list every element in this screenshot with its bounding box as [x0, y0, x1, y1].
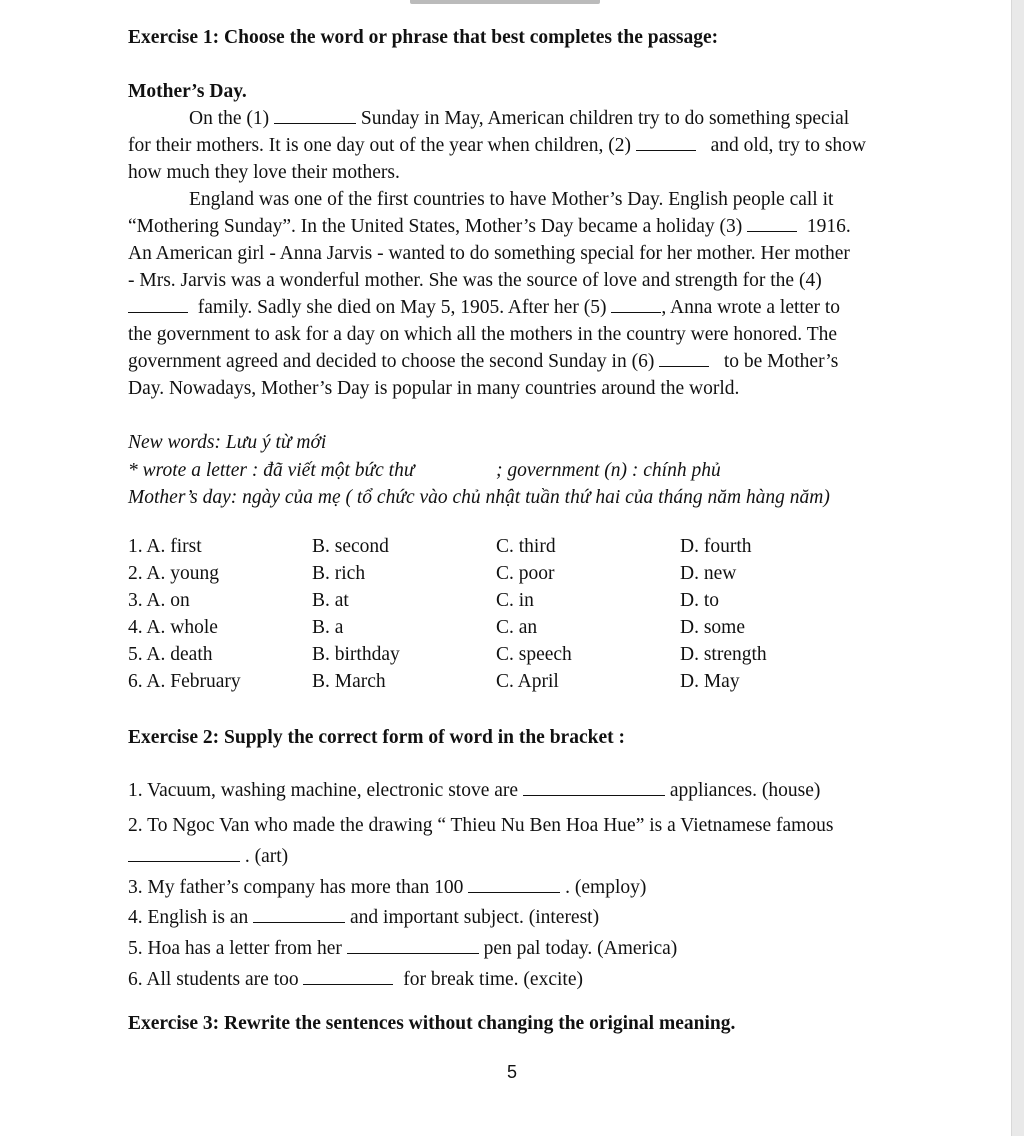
option-b: B. second: [312, 536, 389, 557]
page-number: 5: [507, 1062, 518, 1082]
passage-line: family. Sadly she died on May 5, 1905. After her (5) , Anna wrote a letter to: [128, 296, 840, 320]
exercise-2-item-cont: . (art): [128, 845, 288, 869]
blank-3: [747, 215, 797, 232]
blank-6: [659, 350, 709, 367]
option-c: C. third: [496, 536, 556, 557]
passage-line: On the (1) Sunday in May, American children try to do something special: [189, 108, 850, 129]
option-d: D. new: [680, 563, 737, 584]
new-words-title: New words: Lưu ý từ mới: [128, 432, 327, 453]
option-b: B. rich: [312, 563, 366, 584]
option-d: D. May: [680, 671, 740, 692]
new-words-line: ; government (n) : chính phủ: [496, 460, 721, 481]
new-words-line: Mother’s day: ngày của mẹ ( tổ chức vào chủ nhật tuần thứ hai của tháng năm hàng năm): [128, 487, 830, 508]
blank-2: [636, 134, 696, 151]
answer-blank: [128, 845, 240, 862]
option-a: 5. A. death: [128, 644, 213, 665]
option-a: 4. A. whole: [128, 617, 218, 638]
exercise-3-heading: Exercise 3: Rewrite the sentences without changing the original meaning.: [128, 1013, 736, 1034]
new-words-line: * wrote a letter : đã viết một bức thư: [128, 460, 415, 481]
option-c: C. April: [496, 671, 559, 692]
exercise-2-item: 6. All students are too for break time. (excite): [128, 969, 583, 990]
option-a: 3. A. on: [128, 590, 190, 611]
option-d: D. some: [680, 617, 745, 638]
option-d: D. strength: [680, 644, 767, 665]
passage-line: the government to ask for a day on which all the mothers in the country were honored. The: [128, 324, 838, 345]
blank-1: [274, 107, 356, 124]
passage-line: Day. Nowadays, Mother’s Day is popular in many countries around the world.: [128, 378, 740, 399]
answer-blank: [523, 779, 665, 796]
passage-line: An American girl - Anna Jarvis - wanted to do something special for her mother. Her mother: [128, 243, 850, 264]
option-b: B. at: [312, 590, 349, 611]
option-c: C. speech: [496, 644, 572, 665]
option-a: 2. A. young: [128, 563, 220, 584]
answer-blank: [347, 937, 479, 954]
page-edge: [1011, 0, 1024, 1136]
option-d: D. fourth: [680, 536, 752, 557]
blank-4: [128, 296, 188, 313]
passage-line: for their mothers. It is one day out of the year when children, (2) and old, try to show: [128, 135, 867, 156]
passage-line: government agreed and decided to choose the second Sunday in (6) to be Mother’s: [128, 351, 839, 372]
option-c: C. poor: [496, 563, 555, 584]
exercise-2-item: 2. To Ngoc Van who made the drawing “ Thieu Nu Ben Hoa Hue” is a Vietnamese famous: [128, 815, 834, 836]
exercise-2-heading: Exercise 2: Supply the correct form of word in the bracket :: [128, 727, 625, 748]
exercise-2-item: 1. Vacuum, washing machine, electronic stove are appliances. (house): [128, 780, 821, 801]
answer-blank: [468, 876, 560, 893]
exercise-2-item: 4. English is an and important subject. (interest): [128, 907, 600, 928]
answer-blank: [303, 968, 393, 985]
option-d: D. to: [680, 590, 719, 611]
option-b: B. March: [312, 671, 386, 692]
passage-line: - Mrs. Jarvis was a wonderful mother. She was the source of love and strength for the (4): [128, 270, 822, 291]
blank-5: [611, 296, 661, 313]
passage-line: England was one of the first countries to have Mother’s Day. English people call it: [189, 189, 834, 210]
exercise-2-item: 3. My father’s company has more than 100 . (employ): [128, 877, 647, 898]
passage-title: Mother’s Day.: [128, 81, 247, 102]
passage-line: how much they love their mothers.: [128, 162, 400, 183]
option-b: B. a: [312, 617, 344, 638]
exercise-1-heading: Exercise 1: Choose the word or phrase that best completes the passage:: [128, 27, 719, 48]
option-c: C. an: [496, 617, 538, 638]
option-b: B. birthday: [312, 644, 400, 665]
option-a: 1. A. first: [128, 536, 202, 557]
option-a: 6. A. February: [128, 671, 241, 692]
cut-off-header: [410, 0, 600, 4]
passage-line: “Mothering Sunday”. In the United States, Mother’s Day became a holiday (3) 1916.: [128, 216, 851, 237]
answer-blank: [253, 906, 345, 923]
exercise-2-item: 5. Hoa has a letter from her pen pal today. (America): [128, 938, 678, 959]
option-c: C. in: [496, 590, 534, 611]
